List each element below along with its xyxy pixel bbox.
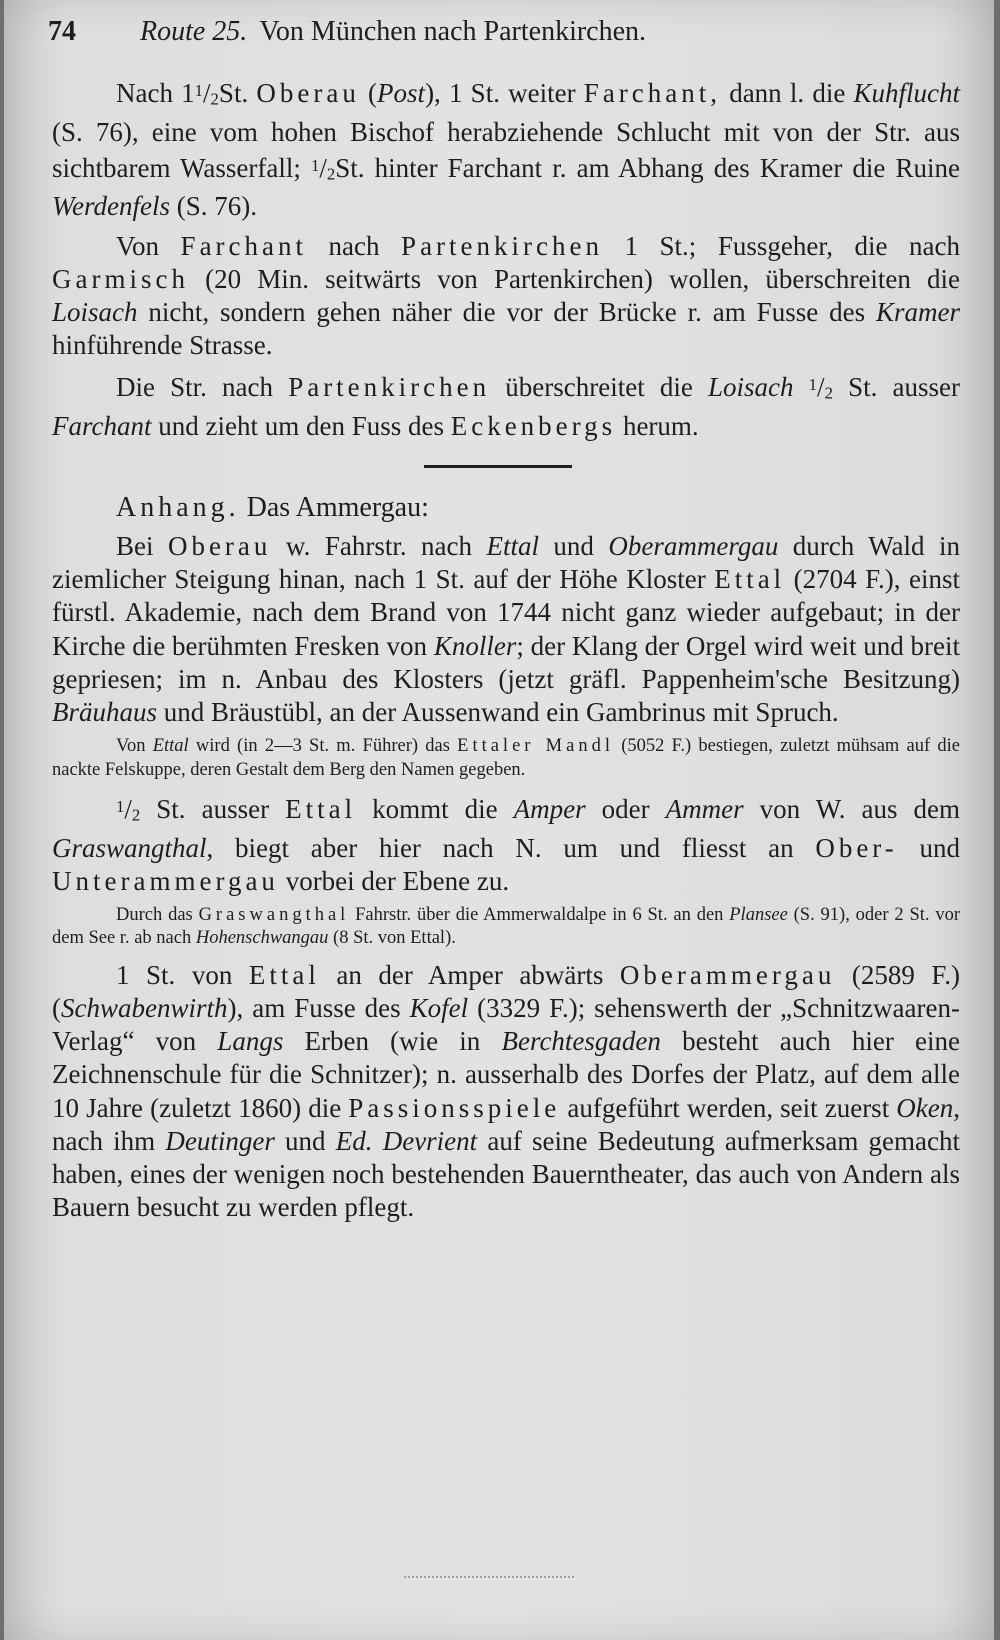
text-run: und bbox=[274, 1125, 336, 1156]
italic-term: Langs bbox=[217, 1026, 284, 1057]
text-run: Von bbox=[116, 736, 153, 757]
spaced-place-name: Graswangthal bbox=[198, 905, 350, 926]
italic-term: Ammer bbox=[665, 793, 744, 824]
text-run: an der Amper abwärts bbox=[319, 959, 620, 990]
page-body bbox=[52, 74, 960, 1230]
text-run: ), 1 St. weiter bbox=[425, 77, 584, 108]
text-run: (S. 76). bbox=[169, 191, 257, 222]
italic-term: Plansee bbox=[729, 905, 788, 926]
paragraph-ettal bbox=[52, 530, 960, 729]
route-label: Route 25. bbox=[140, 16, 248, 47]
italic-term: Kramer bbox=[875, 296, 960, 327]
book-page bbox=[4, 0, 994, 1640]
running-header bbox=[48, 10, 958, 54]
spaced-place-name: Ettal bbox=[248, 959, 320, 990]
fraction-denominator: 2 bbox=[824, 383, 833, 403]
text-run: Die Str. nach bbox=[116, 372, 289, 403]
text-run: oder bbox=[585, 793, 666, 824]
text-run: 1 St. von bbox=[116, 959, 249, 990]
italic-term: Bräuhaus bbox=[52, 697, 158, 728]
text-run: und Bräustübl, an der Aussenwand ein Gambrinus mit Spruch. bbox=[157, 697, 839, 728]
text-run: besteht auch hier eine Zeichnenschule für die Schnitzer); n. ausserhalb des Dorfes der Platz, auf dem alle 10 Jahre (zuletzt 1860) die bbox=[52, 1026, 960, 1123]
fraction-numerator: 1 bbox=[808, 375, 818, 395]
paragraph-farchant bbox=[52, 230, 960, 363]
fraction-slash: / bbox=[203, 77, 211, 108]
italic-term: Post bbox=[377, 77, 426, 108]
text-run: (S. 91), oder 2 St. vor dem See r. ab nach bbox=[52, 905, 960, 949]
paragraph-oberammergau bbox=[52, 959, 960, 1225]
italic-term: Hohenschwangau bbox=[195, 928, 329, 949]
fraction-numerator: 1 bbox=[116, 797, 125, 817]
bottom-ornament bbox=[404, 1576, 574, 1582]
text-run: kommt die bbox=[356, 793, 514, 824]
text-run: Erben (wie in bbox=[283, 1026, 502, 1057]
text-run: dann l. die bbox=[721, 77, 854, 108]
appendix-title: Das Ammergau: bbox=[239, 492, 429, 524]
header-title: Von München nach Partenkirchen. bbox=[259, 16, 647, 47]
text-run: nicht, sondern gehen näher die vor der Brücke r. am Fusse des bbox=[137, 296, 876, 327]
text-run: durch Wald in ziemlicher Steigung hinan, nach 1 St. auf der Höhe Kloster bbox=[52, 531, 960, 595]
italic-term: Kofel bbox=[409, 993, 469, 1024]
text-run: Durch das bbox=[116, 905, 199, 926]
text-run: und zieht um den Fuss des bbox=[151, 410, 451, 441]
text-run: ; der Klang der Orgel wird weit und breit gepriesen; im n. Anbau des Klosters (jetzt gräfl. Pappenheim'sche Besitzung) bbox=[52, 630, 961, 694]
spaced-place-name: Eckenbergs bbox=[450, 410, 617, 441]
italic-term: Oken bbox=[896, 1092, 954, 1123]
paragraph-amper bbox=[52, 790, 960, 898]
text-run: (2704 F.), einst fürstl. Akademie, nach dem Brand von 1744 nicht ganz wieder aufgebaut; in der Kirche die berühmten Fresken von bbox=[52, 564, 960, 661]
text-run: St. hinter Farchant r. am Abhang des Kramer die Ruine bbox=[335, 152, 960, 183]
spaced-place-name: Farchant, bbox=[583, 77, 722, 108]
paragraph-oberau bbox=[52, 74, 960, 224]
italic-term: Werdenfels bbox=[52, 191, 170, 222]
page-number: 74 bbox=[48, 16, 76, 47]
fraction-slash: / bbox=[124, 793, 132, 824]
italic-term: Loisach bbox=[708, 372, 794, 403]
section-divider bbox=[424, 465, 572, 468]
italic-term: Ed. Devrient bbox=[335, 1125, 478, 1156]
appendix-label: Anhang. bbox=[116, 492, 240, 524]
text-run: vorbei der Ebene zu. bbox=[278, 865, 510, 896]
text-run: (2589 F.) ( bbox=[52, 959, 960, 1024]
fraction-numerator: 1 bbox=[310, 155, 320, 175]
text-run: hinführende Strasse. bbox=[52, 330, 273, 361]
spaced-place-name: Oberammergau bbox=[619, 959, 836, 990]
spaced-place-name: Farchant bbox=[180, 230, 308, 261]
spaced-place-name: Oberau bbox=[256, 77, 360, 108]
text-run: Bei bbox=[116, 531, 168, 562]
spaced-place-name: Passionsspiele bbox=[348, 1092, 561, 1123]
text-run: überschreitet die bbox=[490, 372, 708, 403]
text-run: Nach 1 bbox=[116, 77, 195, 108]
spaced-place-name: Partenkirchen bbox=[288, 372, 491, 403]
text-run: auf seine Bedeutung aufmerksam gemacht haben, eines der wenigen noch bestehenden Bauerntheater, das auch von Andern als Bauern besucht zu werden pflegt. bbox=[52, 1125, 960, 1223]
text-run: Fahrstr. über die Ammerwaldalpe in 6 St. an den bbox=[349, 905, 730, 926]
text-run: (8 St. von Ettal). bbox=[328, 928, 456, 949]
spaced-place-name: Oberau bbox=[167, 531, 272, 562]
note-graswangthal bbox=[52, 904, 960, 951]
italic-term: Berchtesgaden bbox=[501, 1026, 661, 1057]
fraction-denominator: 2 bbox=[326, 164, 336, 184]
fraction-numerator: 1 bbox=[194, 81, 204, 100]
italic-term: Farchant bbox=[52, 410, 152, 441]
text-run: wird (in 2—3 St. m. Führer) das bbox=[188, 736, 458, 757]
italic-term: Graswangthal bbox=[52, 832, 207, 863]
text-run: von W. aus dem bbox=[743, 793, 960, 824]
text-run: nach bbox=[307, 230, 402, 261]
spaced-place-name: Ettaler Mandl bbox=[457, 736, 614, 757]
italic-term: Schwabenwirth bbox=[61, 993, 228, 1024]
appendix-heading bbox=[116, 490, 960, 526]
fraction-slash: / bbox=[817, 372, 825, 403]
text-run: (S. 76), eine vom hohen Bischof herabziehende Schlucht mit von der Str. aus sichtbarem Wasserfall; bbox=[52, 116, 960, 183]
italic-term: Ettal bbox=[486, 531, 539, 562]
text-run: aufgeführt werden, seit zuerst bbox=[560, 1092, 897, 1123]
italic-term: Loisach bbox=[52, 296, 138, 327]
text-run: herum. bbox=[616, 410, 699, 441]
spaced-place-name: Garmisch bbox=[52, 263, 189, 294]
fraction-denominator: 2 bbox=[131, 805, 141, 825]
text-run: w. Fahrstr. nach bbox=[271, 531, 487, 562]
text-run: St. bbox=[218, 77, 257, 108]
italic-term: Oberammergau bbox=[608, 531, 779, 562]
text-run: St. ausser bbox=[832, 372, 960, 403]
text-run: Von bbox=[116, 230, 181, 261]
text-run: , biegt aber hier nach N. um und fliesst an bbox=[206, 832, 816, 863]
text-run: St. ausser bbox=[140, 793, 286, 824]
text-run: ), am Fusse des bbox=[227, 993, 410, 1024]
spaced-place-name: Ettal bbox=[285, 793, 357, 824]
text-run: und bbox=[538, 531, 609, 562]
italic-term: Amper bbox=[513, 793, 586, 824]
italic-term: Ettal bbox=[152, 736, 189, 757]
text-run: und bbox=[897, 832, 961, 863]
spaced-place-name: Ettal bbox=[714, 564, 786, 595]
fraction-slash: / bbox=[319, 152, 327, 183]
note-ettaler-mandl bbox=[52, 735, 960, 782]
text-run: (3329 F.); sehenswerth der „Schnitzwaaren-Verlag“ von bbox=[52, 993, 960, 1057]
spaced-place-name: Unterammergau bbox=[52, 865, 279, 896]
text-run: (5052 F.) bestiegen, zuletzt mühsam auf die nackte Felskuppe, deren Gestalt dem Berg den Namen gegeben. bbox=[52, 736, 960, 780]
italic-term: Deutinger bbox=[165, 1125, 275, 1156]
text-run: 1 St.; Fussgeher, die nach bbox=[602, 230, 960, 261]
italic-term: Knoller bbox=[433, 630, 517, 661]
italic-term: Kuhflucht bbox=[853, 77, 960, 108]
spaced-place-name: Partenkirchen bbox=[401, 230, 603, 261]
text-run: ( bbox=[359, 77, 378, 108]
text-run: , nach ihm bbox=[52, 1092, 960, 1156]
fraction-denominator: 2 bbox=[210, 89, 219, 109]
paragraph-partenkirchen bbox=[52, 368, 960, 443]
text-run: (20 Min. seitwärts von Partenkirchen) wollen, überschreiten die bbox=[188, 263, 960, 294]
spaced-place-name: Ober- bbox=[815, 832, 898, 863]
